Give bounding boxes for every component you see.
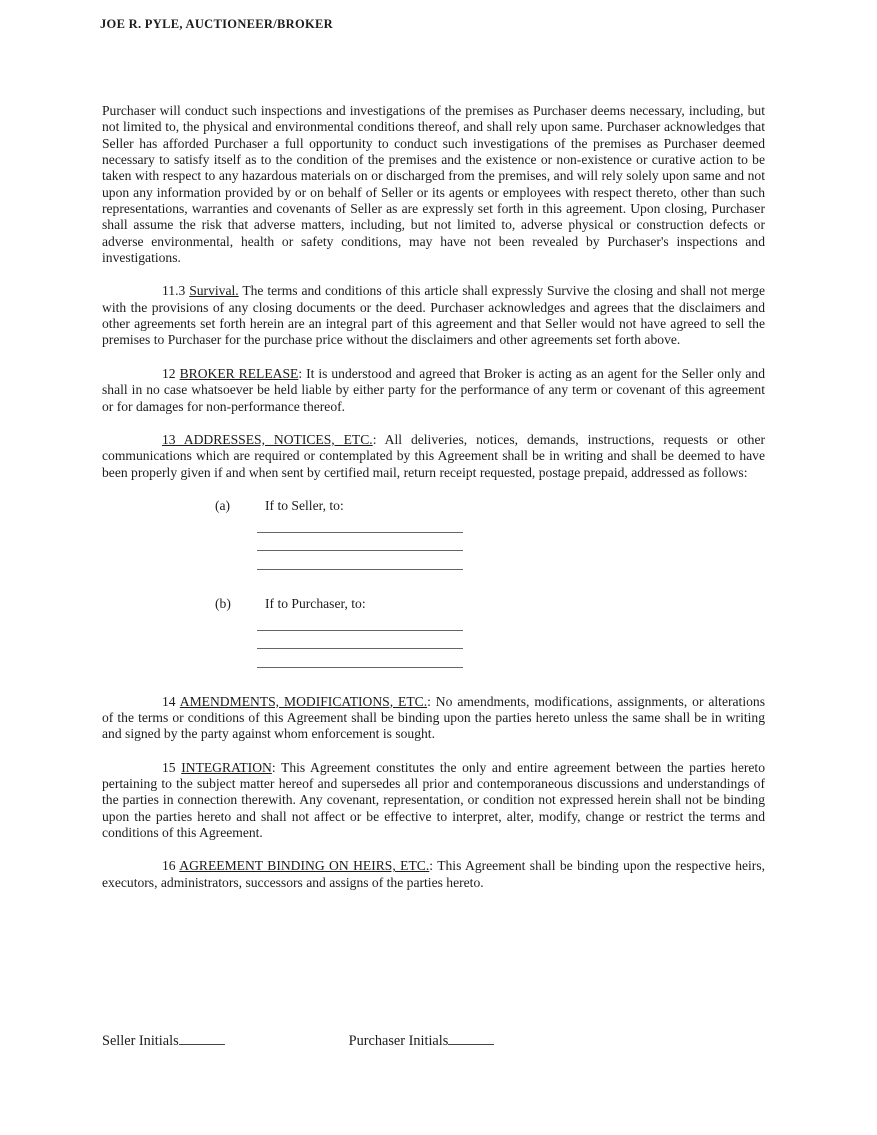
address-blank-line [257, 631, 463, 650]
address-blank-lines-seller [257, 514, 463, 570]
address-item-label: (a) [215, 497, 231, 513]
address-blank-lines-purchaser [257, 612, 463, 668]
section-heading: AMENDMENTS, MODIFICATIONS, ETC. [179, 693, 428, 709]
address-block-seller [102, 498, 765, 570]
section-number: 16 [162, 858, 180, 874]
address-row-purchaser [102, 596, 765, 612]
purchaser-initials-group [349, 1033, 495, 1049]
section-number: 12 [162, 365, 180, 381]
initials-footer [102, 1030, 494, 1050]
section-body: : It is understood and agreed that Broker is acting as an agent for the Seller only and shall in no case whatsoever be held liable by either party for the performance of any term or covenant of this agreement or for damages for non-performance thereof. [102, 365, 765, 414]
section-number: 11.3 [162, 283, 190, 299]
paragraph-inspections-disclaimer [102, 103, 765, 266]
document-header-title: JOE R. PYLE, AUCTIONEER/BROKER [100, 17, 333, 31]
section-heading: 13 ADDRESSES, NOTICES, ETC. [162, 431, 373, 447]
address-block-purchaser [102, 596, 765, 668]
purchaser-initials-label: Purchaser Initials [348, 1033, 449, 1049]
section-heading: AGREEMENT BINDING ON HEIRS, ETC. [179, 858, 430, 874]
section-body: : This Agreement shall be binding upon the respective heirs, executors, administrators, successors and assigns of the parties hereto. [102, 858, 766, 890]
seller-initials-blank [179, 1030, 225, 1045]
purchaser-initials-blank [448, 1030, 494, 1045]
section-body: : This Agreement constitutes the only and entire agreement between the parties hereto pertaining to the subject matter hereof and supersedes all prior and contemporaneous discussions and understandings of the parties in connection therewith. Any covenant, representation, or condition not expressed herein shall not be binding upon the parties hereto and shall not affect or be effective to interpret, alter, modify, change or restrict the terms and conditions of this Agreement. [102, 759, 765, 840]
section-16-binding-on-heirs [102, 858, 765, 891]
address-item-label: (b) [215, 595, 231, 611]
seller-initials-label: Seller Initials [102, 1033, 179, 1049]
seller-initials-group [102, 1033, 225, 1049]
section-13-addresses-notices [102, 432, 765, 481]
address-blank-line [257, 612, 463, 631]
section-number: 15 [162, 759, 182, 775]
paragraph-text: Purchaser will conduct such inspections and investigations of the premises as Purchaser deems necessary, including, but not limited to, the physical and environmental conditions thereof, and shall rely upon same. Purchaser acknowledges that Seller has afforded Purchaser a full opportunity to conduct such investigations of the premises as Purchaser deemed necessary to satisfy itself as to the condition of the premises and the existence or non-existence or curative action to be taken with respect to any hazardous materials on or discharged from the premises, and will rely solely upon same and not upon any information provided by or on behalf of Seller or its agents or employees with respect thereto, other than such representations, warranties and covenants of Seller as are expressly set forth in this agreement. Upon closing, Purchaser shall assume the risk that adverse matters, including, but not limited to, adverse physical or construction defects or adverse environmental, health or safety conditions, may have not been revealed by Purchaser's inspections and investigations. [102, 103, 765, 266]
section-12-broker-release [102, 366, 765, 415]
address-blank-line [257, 551, 463, 570]
section-body: The terms and conditions of this article shall expressly Survive the closing and shall not merge with the provisions of any closing documents or the deed. Purchaser acknowledges and agrees that the disclaimers and other agreements set forth herein are an integral part of this agreement and that Seller would not have agreed to sell the premises to Purchaser for the purchase price without the disclaimers and other agreements set forth above. [102, 283, 765, 348]
section-heading: INTEGRATION [181, 759, 272, 775]
section-11-3-survival [102, 283, 765, 348]
address-item-text: If to Seller, to: [265, 497, 344, 513]
document-content [102, 103, 765, 908]
section-body: : No amendments, modifications, assignments, or alterations of the terms or conditions of this Agreement shall be binding upon the parties hereto unless the same shall be in writing and signed by the party against whom enforcement is sought. [102, 693, 765, 742]
section-14-amendments [102, 694, 765, 743]
section-heading: BROKER RELEASE [179, 365, 299, 381]
address-item-text: If to Purchaser, to: [265, 595, 366, 611]
section-body: : All deliveries, notices, demands, instructions, requests or other communications which are required or contemplated by this Agreement shall be in writing and shall be deemed to have been properly given if and when sent by certified mail, return receipt requested, postage prepaid, addressed as follows: [102, 431, 765, 480]
address-blank-line [257, 514, 463, 533]
section-heading: Survival. [189, 283, 239, 299]
address-blank-line [257, 533, 463, 552]
address-blank-line [257, 649, 463, 668]
section-15-integration [102, 760, 765, 842]
section-number: 14 [162, 693, 180, 709]
address-row-seller [102, 498, 765, 514]
